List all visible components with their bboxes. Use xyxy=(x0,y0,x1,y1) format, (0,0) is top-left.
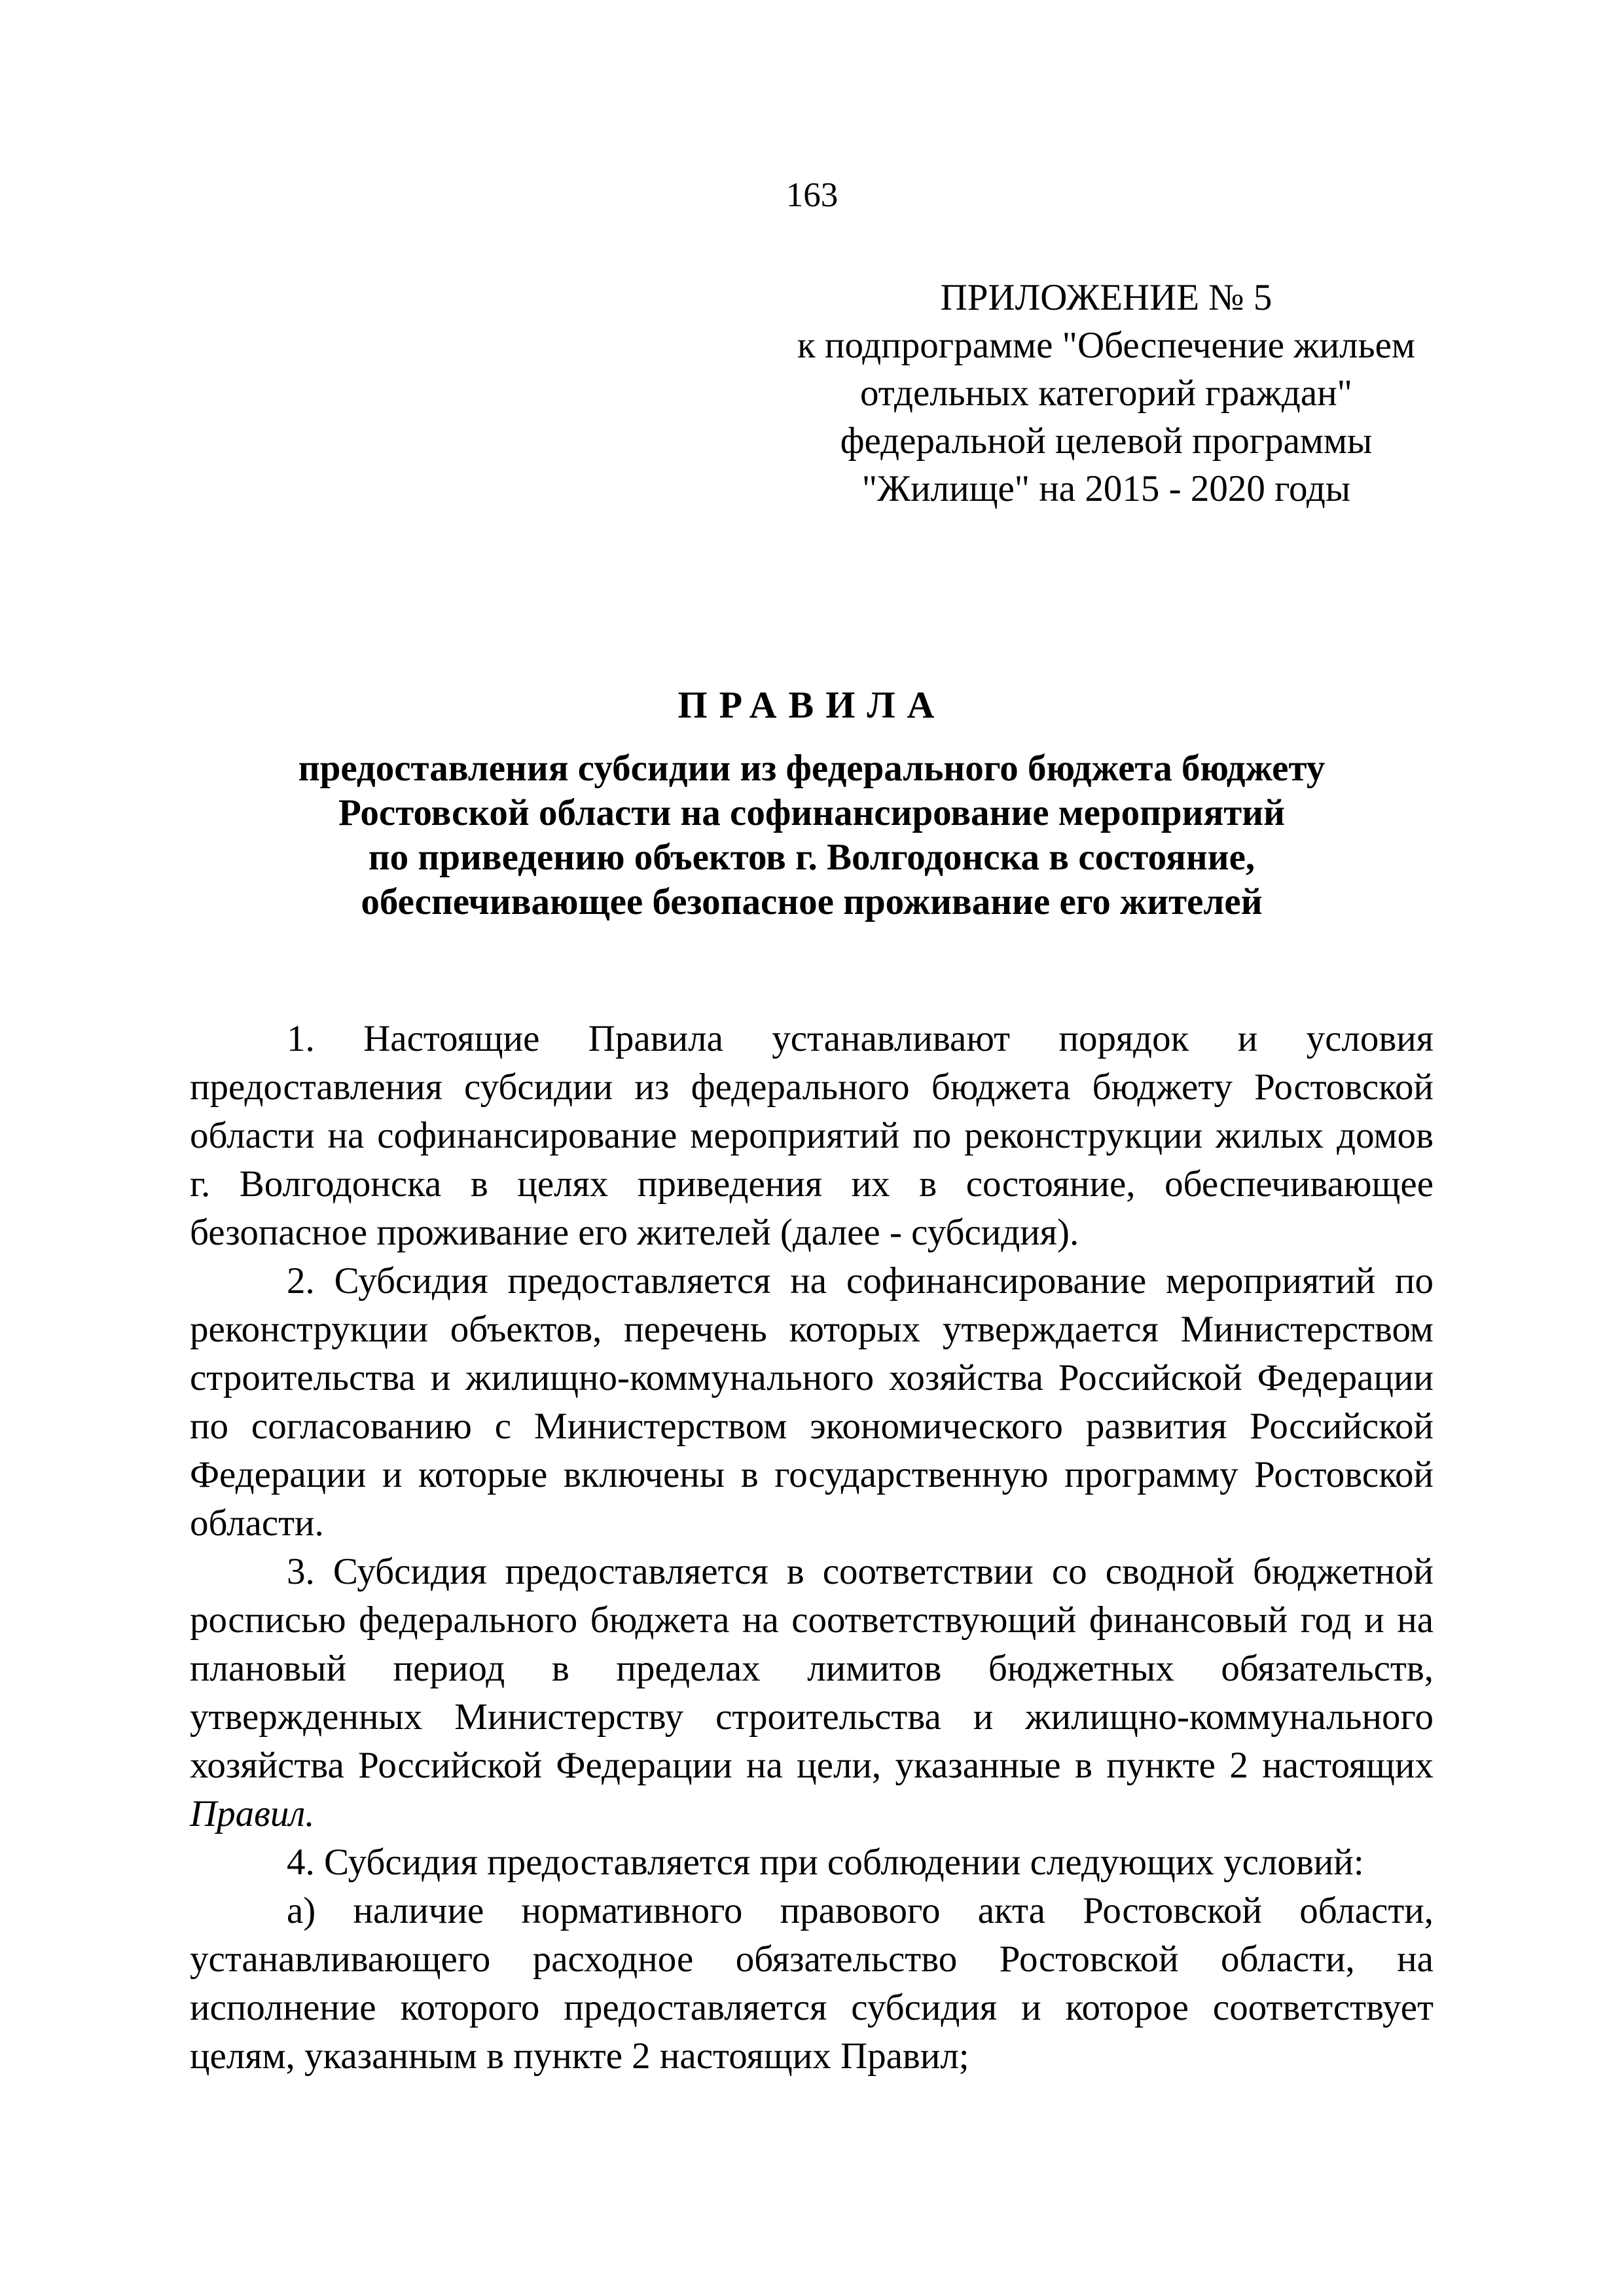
paragraph-3-text: 3. Субсидия предоставляется в соответствии со сводной бюджетной росписью федерального бюджета на соответствующий финансовый год и на плановый период в пределах лимитов бюджетных обязательств, утвержденных Министерству строительства и жилищно-коммунального хозяйства Российской Федерации на цели, указанные в пункте 2 настоящих xyxy=(190,1551,1434,1786)
appendix-header xyxy=(746,274,1466,513)
appendix-line-4: "Жилище" на 2015 - 2020 годы xyxy=(861,468,1351,509)
appendix-line-3: федеральной целевой программы xyxy=(840,420,1373,462)
paragraph-4a: а) наличие нормативного правового акта Ростовской области, устанавливающего расходное обязательство Ростовской области, на исполнение которого предоставляется субсидия и которое соответствует целям, указанным в пункте 2 настоящих Правил; xyxy=(190,1890,1434,2077)
subtitle-line-2: Ростовской области на софинансирование мероприятий xyxy=(338,792,1285,833)
paragraph-3-end: Правил. xyxy=(190,1793,315,1834)
paragraph-1: 1. Настоящие Правила устанавливают порядок и условия предоставления субсидии из федерального бюджета бюджету Ростовской области на софинансирование мероприятий по реконструкции жилых домов г. Волгодонска в целях приведения их в состояние, обеспечивающее безопасное проживание его жителей (далее - субсидия). xyxy=(190,1018,1434,1253)
page-number: 163 xyxy=(785,176,839,214)
appendix-title: ПРИЛОЖЕНИЕ № 5 xyxy=(940,277,1272,318)
subtitle-line-1: предоставления субсидии из федерального бюджета бюджету xyxy=(298,748,1326,789)
document-heading: ПРАВИЛА xyxy=(677,683,947,726)
subtitle-line-4: обеспечивающее безопасное проживание его жителей xyxy=(361,881,1263,922)
paragraph-2: 2. Субсидия предоставляется на софинансирование мероприятий по реконструкции объектов, перечень которых утверждается Министерством строительства и жилищно-коммунального хозяйства Российской Федерации по согласованию с Министерством экономического развития Российской Федерации и которые включены в государственную программу Ростовской области. xyxy=(190,1260,1434,1544)
paragraph-3 xyxy=(190,1548,1434,1838)
subtitle-line-3: по приведению объектов г. Волгодонска в состояние, xyxy=(368,837,1255,878)
paragraph-4: 4. Субсидия предоставляется при соблюдении следующих условий: xyxy=(287,1842,1364,1883)
document-body xyxy=(190,1015,1434,2081)
appendix-line-2: отдельных категорий граждан" xyxy=(860,373,1352,414)
document-subtitle xyxy=(190,746,1434,924)
appendix-line-1: к подпрограмме "Обеспечение жильем xyxy=(797,325,1415,366)
